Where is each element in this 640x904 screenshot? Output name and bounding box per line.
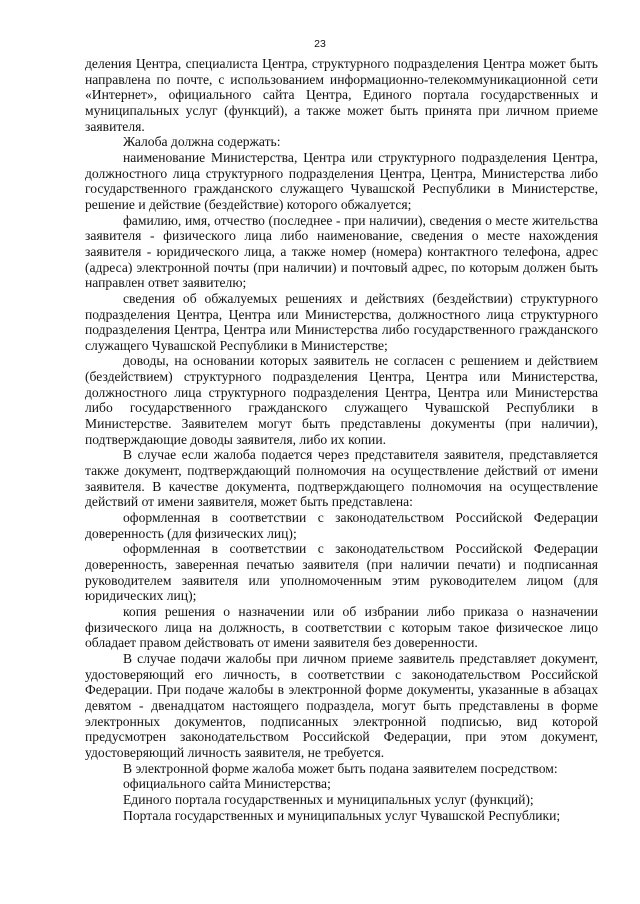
paragraph: фамилию, имя, отчество (последнее - при наличии), сведения о месте жительства заявителя - физического лица либо наименование, сведения о месте нахождения заявителя - юридического лица, а также номер (номера) контактного телефона, адрес (адреса) электронной почты (при наличии) и почтовый адрес, по которым должен быть направлен ответ заявителю; bbox=[85, 212, 598, 291]
paragraph: деления Центра, специалиста Центра, структурного подразделения Центра может быть направлена по почте, с использованием информационно-телекоммуникационной сети «Интернет», официального сайта Центра, Единого портала государственных и муниципальных услуг (функций), а также может быть принята при личном приеме заявителя. bbox=[85, 56, 598, 134]
paragraph: Портала государственных и муниципальных услуг Чувашской Республики; bbox=[123, 807, 561, 823]
document-body bbox=[85, 56, 598, 823]
paragraph: сведения об обжалуемых решениях и действиях (бездействии) структурного подразделения Центра, Центра или Министерства, должностного лица структурного подразделения Центра, Центра или Министерства либо государственного гражданского служащего Чувашской Республики в Министерстве; bbox=[85, 290, 598, 353]
paragraph: Единого портала государственных и муниципальных услуг (функций); bbox=[123, 791, 534, 807]
paragraph: доводы, на основании которых заявитель не согласен с решением и действием (бездействием) структурного подразделения Центра, Центра или Министерства, должностного лица структурного подразделения Центра, Центра или Министерства либо государственного гражданского служащего Чувашской Республики в Министерстве. Заявителем могут быть представлены документы (при наличии), подтверждающие доводы заявителя, либо их копии. bbox=[85, 353, 598, 447]
paragraph: оформленная в соответствии с законодательством Российской Федерации доверенность (для физических лиц); bbox=[85, 510, 598, 541]
paragraph: официального сайта Министерства; bbox=[123, 776, 331, 792]
paragraph: оформленная в соответствии с законодательством Российской Федерации доверенность, заверенная печатью заявителя (при наличии печати) и подписанная руководителем заявителя или уполномоченным этим руководителем лицом (для юридических лиц); bbox=[85, 541, 598, 604]
paragraph: В электронной форме жалоба может быть подана заявителем посредством: bbox=[123, 760, 558, 776]
paragraph: В случае подачи жалобы при личном приеме заявитель представляет документ, удостоверяющий его личность, в соответствии с законодательством Российской Федерации. При подаче жалобы в электронной форме документы, указанные в абзацах девятом - двенадцатом настоящего подраздела, могут быть представлены в форме электронных документов, подписанных электронной подписью, вид которой предусмотрен законодательством Российской Федерации, при этом документ, удостоверяющий личность заявителя, не требуется. bbox=[85, 650, 598, 760]
page-number: 23 bbox=[314, 38, 326, 50]
paragraph: копия решения о назначении или об избрании либо приказа о назначении физического лица на должность, в соответствии с которым такое физическое лицо обладает правом действовать от имени заявителя без доверенности. bbox=[85, 603, 598, 651]
paragraph: наименование Министерства, Центра или структурного подразделения Центра, должностного лица структурного подразделения Центра, Центра, Министерства либо государственного гражданского служащего Чувашской Республики в Министерстве, решение и действие (бездействие) которого обжалуется; bbox=[85, 149, 598, 212]
paragraph: Жалоба должна содержать: bbox=[123, 134, 281, 150]
paragraph: В случае если жалоба подается через представителя заявителя, представляется также документ, подтверждающий полномочия на осуществление действий от имени заявителя. В качестве документа, подтверждающего полномочия на осуществление действий от имени заявителя, может быть представлена: bbox=[85, 447, 598, 510]
